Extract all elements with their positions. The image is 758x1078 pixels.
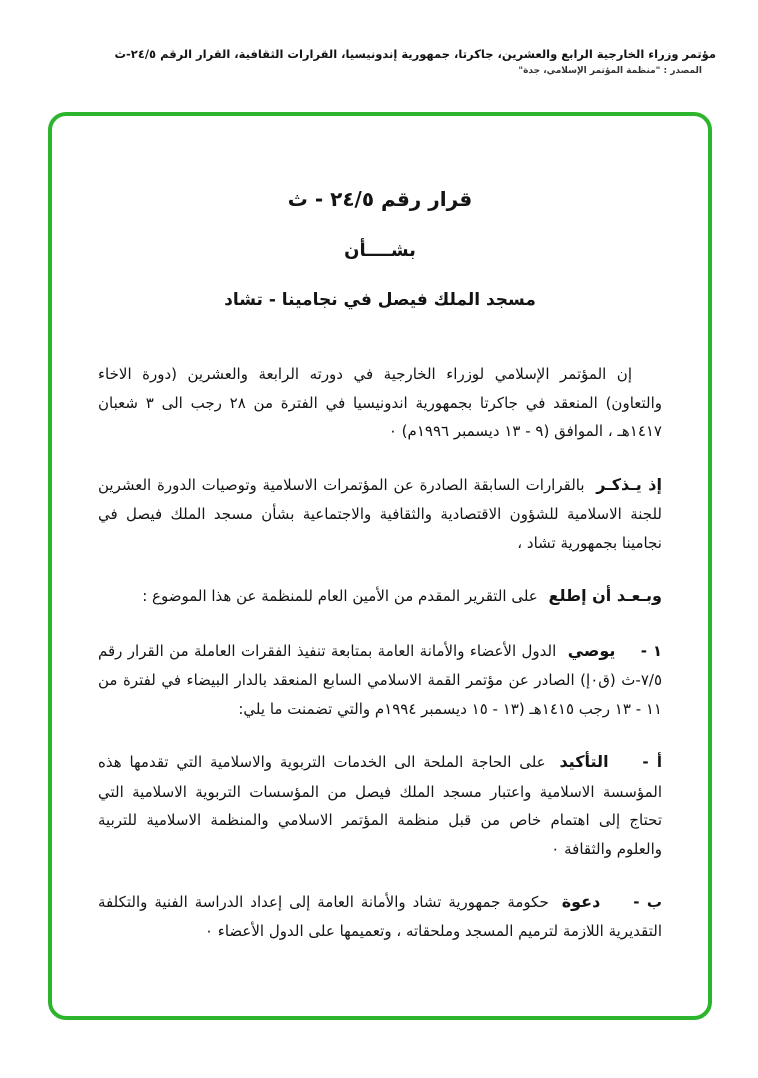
list-item-b-text: حكومة جمهورية تشاد والأمانة العامة إلى إعداد الدراسة الفنية والتكلفة التقديرية اللازمة لترميم المسجد وملحقاته ، وتعميمها على الدول الأعضاء ٠ [98,893,662,941]
list-item-1-marker: ١ - [640,641,662,660]
paragraph-preamble [98,360,662,446]
title-regarding: بشــــأن [344,240,416,261]
list-item-b-marker: ب - [633,893,662,912]
paragraph-recalling-lead: إذ يـذكـر [596,474,662,494]
header-citation: مؤتمر وزراء الخارجية الرابع والعشرين، جاكرتا، جمهورية إندونيسيا، القرارات الثقافية، القرار الرقم ٢٤/٥-ث [114,47,716,61]
list-item-b-lead: دعوة [561,892,601,912]
document-body [52,116,708,1000]
paragraph-having-reviewed-text: على التقرير المقدم من الأمين العام للمنظمة عن هذا الموضوع : [142,587,538,606]
header-source: المصدر : "منظمة المؤتمر الإسلامي، جدة" [518,66,702,77]
list-item-1-lead: يوصي [567,640,616,660]
title-subject: مسجد الملك فيصل في نجامينا - تشاد [224,290,536,311]
paragraph-preamble-text: إن المؤتمر الإسلامي لوزراء الخارجية في دورته الرابعة والعشرين (دورة الاخاء والتعاون) المنعقد في جاكرتا بجمهورية اندونيسيا في الفترة من ٢٨ رجب الى ٣ شعبان ١٤١٧هـ ، الموافق (٩ - ١٣ ديسمبر ١٩٩٦م) ٠ [98,365,663,441]
list-item-1 [98,636,662,723]
paragraph-having-reviewed-lead: وبـعـد أن إطلع [548,586,662,606]
list-item-a-marker: أ - [642,753,662,772]
document-frame [48,112,712,1020]
paragraph-having-reviewed [98,581,662,611]
paragraph-recalling-text: بالقرارات السابقة الصادرة عن المؤتمرات الاسلامية وتوصيات الدورة العشرين للجنة الاسلامية للشؤون الاقتصادية والثقافية والاجتماعية بشأن مسجد الملك فيصل في نجامينا بجمهورية تشاد ، [98,475,662,552]
title-block [98,180,662,316]
list-item-a-lead: التأكيد [559,752,609,772]
list-item-a-text: على الحاجة الملحة الى الخدمات التربوية والاسلامية التي تقدمها هذه المؤسسة الاسلامية واعتبار مسجد الملك فيصل من المؤسسات التربوية الاسلامية التي تحتاج إلى اهتمام خاص من قبل منظمة المؤتمر الاسلامي والمنظمة الاسلامية للتربية والعلوم والثقافة ٠ [98,753,662,858]
list-item-1-text: الدول الأعضاء والأمانة العامة بمتابعة تنفيذ الفقرات العاملة من القرار رقم ٧/٥-ث (ق٠إ) الصادر عن مؤتمر القمة الاسلامي السابع المنعقد بالدار البيضاء في لفترة من ١١ - ١٣ رجب ١٤١٥هـ (١٣ - ١٥ ديسمبر ١٩٩٤م والتي تضمنت ما يلي: [98,641,662,718]
list-item-a [98,747,662,863]
document-header [42,46,716,76]
resolution-number: قرار رقم ٢٤/٥ - ث [287,187,473,211]
paragraph-recalling [98,470,662,557]
list-item-b [98,887,662,946]
